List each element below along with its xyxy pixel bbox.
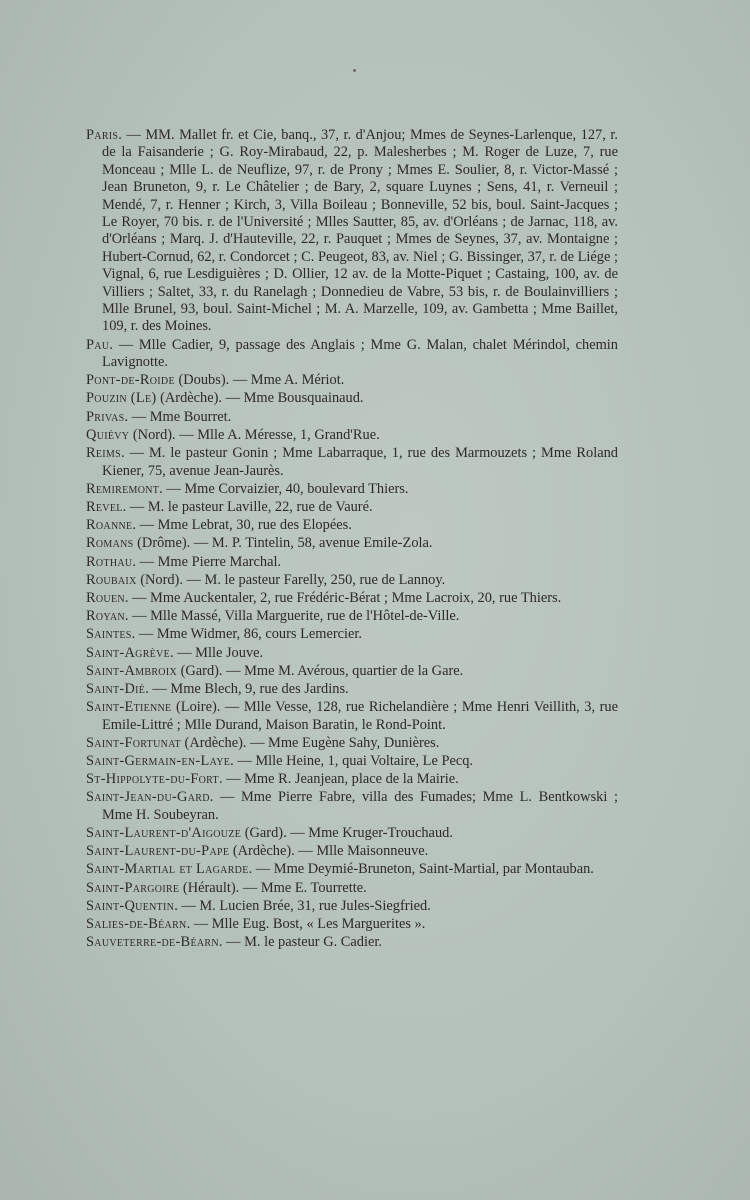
place-name: Revel xyxy=(86,498,123,515)
list-entry xyxy=(86,843,618,860)
list-entry xyxy=(86,554,618,571)
list-entry xyxy=(86,608,618,625)
entry-text: (Ardèche). — Mme Eugène Sahy, Dunières. xyxy=(180,734,440,751)
list-entry xyxy=(86,590,618,607)
list-entry xyxy=(86,390,618,407)
list-entry xyxy=(86,535,618,552)
entry-text: . — Mme Deymié-Bruneton, Saint-Martial, par Montauban. xyxy=(248,861,594,878)
place-name: Saint-Dié xyxy=(86,680,146,697)
entry-text: . — Mlle Cadier, 9, passage des Anglais ; Mme G. Malan, chalet Mérindol, chemin Lavignotte. xyxy=(102,336,618,371)
place-name: Saint-Jean-du-Gard xyxy=(86,789,210,806)
entry-text: . — M. le pasteur Laville, 22, rue de Vauré. xyxy=(122,498,373,515)
place-name: Saint-Laurent-du-Pape xyxy=(86,843,230,860)
place-name: Privas xyxy=(86,408,125,425)
entry-text: (Gard). — Mme M. Avérous, quartier de la Gare. xyxy=(176,662,464,679)
list-entry xyxy=(86,934,618,951)
entry-text: . — Mme Pierre Marchal. xyxy=(132,553,282,570)
list-entry xyxy=(86,409,618,426)
entry-text: . — Mlle Jouve. xyxy=(170,644,264,661)
place-name: Pont-de-Roide xyxy=(86,372,175,389)
list-entry xyxy=(86,572,618,589)
place-name: Pouzin (Le) xyxy=(86,390,157,407)
entry-text: (Ardèche). — Mlle Maisonneuve. xyxy=(229,843,429,860)
place-name: Saint-Quentin xyxy=(86,897,175,914)
list-entry xyxy=(86,916,618,933)
entry-text: . — Mme Blech, 9, rue des Jardins. xyxy=(145,680,349,697)
place-name: Salies-de-Béarn xyxy=(86,915,187,932)
place-name: Saint-Fortunat xyxy=(86,734,181,751)
list-entry xyxy=(86,789,618,824)
entry-text: (Doubs). — Mme A. Mériot. xyxy=(174,372,345,389)
place-name: Quiévy xyxy=(86,426,130,443)
list-entry xyxy=(86,517,618,534)
place-name: Rouen xyxy=(86,589,125,606)
place-name: Saint-Martial et Lagarde xyxy=(86,861,249,878)
entry-text: . — Mme R. Jeanjean, place de la Mairie. xyxy=(218,771,459,788)
list-entry xyxy=(86,753,618,770)
list-entry xyxy=(86,372,618,389)
place-name: Saint-Laurent-d'Aigouze xyxy=(86,824,242,841)
place-name: Saint-Agrève xyxy=(86,644,170,661)
entry-text: . — Mlle Massé, Villa Marguerite, rue de l'Hôtel-de-Ville. xyxy=(124,608,460,625)
place-name: Saint-Pargoire xyxy=(86,879,180,896)
entry-text: . — Mlle Heine, 1, quai Voltaire, Le Pecq. xyxy=(230,752,474,769)
list-entry xyxy=(86,645,618,662)
entry-text: (Loire). — Mlle Vesse, 128, rue Richelandière ; Mme Henri Veillith, 3, rue Emile-Littré ; Mlle Durand, Maison Baratin, le Rond-Point. xyxy=(102,699,618,733)
place-name: Reims xyxy=(86,445,121,462)
place-name: St-Hippolyte-du-Fort xyxy=(86,771,219,788)
list-entry xyxy=(86,445,618,480)
list-entry xyxy=(86,499,618,516)
place-name: Rothau xyxy=(86,553,133,570)
place-name: Saint-Etienne xyxy=(86,699,172,716)
entry-text: . — Mme Bourret. xyxy=(124,408,232,425)
place-name: Sauveterre-de-Béarn xyxy=(86,934,219,951)
place-name: Saint-Germain-en-Laye xyxy=(86,752,231,769)
place-name: Royan xyxy=(86,608,125,625)
list-entry xyxy=(86,880,618,897)
entry-text: (Hérault). — Mme E. Tourrette. xyxy=(179,879,367,896)
entry-text: . — Mme Widmer, 86, cours Lemercier. xyxy=(131,626,363,643)
entry-text: (Drôme). — M. P. Tintelin, 58, avenue Emile-Zola. xyxy=(133,535,433,552)
place-name: Saintes xyxy=(86,626,132,643)
list-entry xyxy=(86,127,618,336)
entry-text: . — M. le pasteur Gonin ; Mme Labarraque, 1, rue des Marmouzets ; Mme Roland Kiener, 75, avenue Jean-Jaurès. xyxy=(102,445,618,479)
entry-text: . — M. Lucien Brée, 31, rue Jules-Siegfried. xyxy=(174,897,431,914)
list-entry xyxy=(86,681,618,698)
place-name: Romans xyxy=(86,535,134,552)
place-name: Saint-Ambroix xyxy=(86,662,177,679)
list-entry xyxy=(86,825,618,842)
list-entry xyxy=(86,898,618,915)
entry-text: . — Mme Pierre Fabre, villa des Fumades; Mme L. Bentkowski ; Mme H. Soubeyran. xyxy=(102,789,618,823)
list-entry xyxy=(86,771,618,788)
place-name: Remiremont xyxy=(86,480,160,497)
entry-text: (Nord). — Mlle A. Méresse, 1, Grand'Rue. xyxy=(129,426,380,443)
list-entry xyxy=(86,663,618,680)
entry-text: . — Mlle Eug. Bost, « Les Marguerites ». xyxy=(186,915,426,932)
place-name: Paris xyxy=(86,127,119,143)
place-name: Pau xyxy=(86,336,110,353)
list-entry xyxy=(86,861,618,878)
entry-text: (Ardèche). — Mme Bousquainaud. xyxy=(156,390,364,407)
entry-text: . — Mme Auckentaler, 2, rue Frédéric-Bérat ; Mme Lacroix, 20, rue Thiers. xyxy=(124,589,562,606)
list-entry xyxy=(86,626,618,643)
entry-text: . — MM. Mallet fr. et Cie, banq., 37, r. d'Anjou; Mmes de Seynes-Larlenque, 127, r. de la Faisanderie ; G. Roy-Mirabaud, 22, p. Malesherbes ; M. Roger de Luze, 7, rue Monceau ; Mlle L. de Neuflize, 97, r. de Prony ; Mmes E. Soulier, 8, r. Victor-Massé ; Jean Bruneton, 9, r. Le Châtelier ; de Bary, 2, square Luynes ; Sens, 41, r. Verneuil ; Mendé, 7, r. Henner ; Kirch, 3, Villa Boileau ; Bonneville, 52 bis, boul. Saint-Jacques ; Le Royer, 70 bis. r. de l'Université ; Mlles Sautter, 85, av. d'Orléans ; de Jarnac, 118, av. d'Orléans ; Marq. J. d'Hauteville, 22, r. Pauquet ; Mmes de Seynes, 37, av. Montaigne ; Hubert-Cornud, 62, r. Condorcet ; C. Peugeot, 83, av. Niel ; G. Bissinger, 37, r. de Liége ; Vignal, 6, rue Lesdiguières ; D. Ollier, 12 av. de la Motte-Piquet ; Castaing, 100, av. de Villiers ; Saltet, 33, r. du Ranelagh ; Donnedieu de Vabre, 53 bis, r. de Boulainvilliers ; Mlle Brunel, 93, boul. Saint-Michel ; M. A. Marzelle, 109, av. Gambetta ; Mme Baillet, 109, r. des Moines. xyxy=(102,127,618,335)
entry-text: . — M. le pasteur G. Cadier. xyxy=(218,934,382,951)
list-entry xyxy=(86,337,618,372)
entry-text: (Nord). — M. le pasteur Farelly, 250, rue de Lannoy. xyxy=(136,571,446,588)
entry-text: . — Mme Lebrat, 30, rue des Elopées. xyxy=(132,517,352,534)
ink-speck xyxy=(353,69,356,72)
address-list xyxy=(86,127,618,952)
list-entry xyxy=(86,735,618,752)
entry-text: . — Mme Corvaizier, 40, boulevard Thiers. xyxy=(159,480,409,497)
list-entry xyxy=(86,427,618,444)
place-name: Roanne xyxy=(86,517,133,534)
entry-text: (Gard). — Mme Kruger-Trouchaud. xyxy=(241,824,453,841)
list-entry xyxy=(86,699,618,734)
list-entry xyxy=(86,481,618,498)
place-name: Roubaix xyxy=(86,571,137,588)
